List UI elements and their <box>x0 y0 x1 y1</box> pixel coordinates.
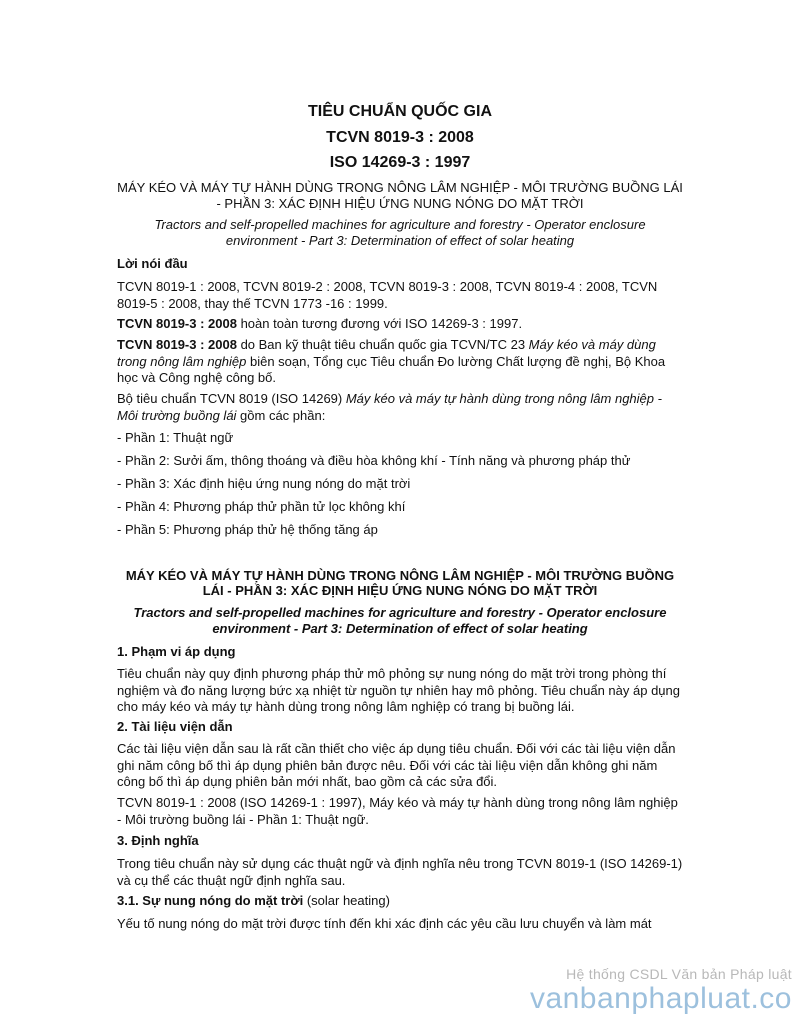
standard-code-inline: TCVN 8019-3 : 2008 <box>117 316 237 331</box>
body-en-title: Tractors and self-propelled machines for agriculture and forestry - Operator enclosure environment - Part 3: Determination of effect of solar heating <box>133 605 667 636</box>
committee-name: Máy kéo và máy dùng trong nông lâm nghiệp <box>117 337 656 369</box>
foreword-paragraph-3 <box>117 337 683 387</box>
foreword-paragraph-1: TCVN 8019-1 : 2008, TCVN 8019-2 : 2008, TCVN 8019-3 : 2008, TCVN 8019-4 : 2008, TCVN 8019-5 : 2008, thay thế TCVN 1773 -16 : 1999. <box>117 279 658 311</box>
iso-code: ISO 14269-3 : 1997 <box>329 154 471 171</box>
section-3-1-heading <box>117 893 683 910</box>
body-vn-title: MÁY KÉO VÀ MÁY TỰ HÀNH DÙNG TRONG NÔNG LÂM NGHIỆP - MÔI TRƯỜNG BUỒNG LÁI - PHẦN 3: XÁC ĐỊNH HIỆU ỨNG NUNG NÓNG DO MẶT TRỜI <box>125 568 675 598</box>
section-2-heading: 2. Tài liệu viện dẫn <box>117 719 233 734</box>
part-list-item: - Phần 5: Phương pháp thử hệ thống tăng áp <box>117 522 378 537</box>
term-english: (solar heating) <box>303 893 390 908</box>
standard-code: TCVN 8019-3 : 2008 <box>326 129 474 146</box>
document-type-heading: TIÊU CHUẨN QUỐC GIA <box>308 103 492 120</box>
vn-title: MÁY KÉO VÀ MÁY TỰ HÀNH DÙNG TRONG NÔNG LÂM NGHIỆP - MÔI TRƯỜNG BUỒNG LÁI - PHẦN 3: XÁC ĐỊNH HIỆU ỨNG NUNG NÓNG DO MẶT TRỜI <box>117 180 683 211</box>
watermark-caption: Hệ thống CSDL Văn bản Pháp luật <box>566 966 792 982</box>
paragraph-text: biên soạn, Tổng cục Tiêu chuẩn Đo lường Chất lượng đề nghị, Bộ Khoa học và Công nghệ công bố. <box>117 353 666 385</box>
section-1-text: Tiêu chuẩn này quy định phương pháp thử mô phỏng sự nung nóng do mặt trời trong phòng thí nghiệm và đo năng lượng bức xạ nhiệt từ nguồn tự nhiên hay mô phỏng. Tiêu chuẩn này áp dụng cho máy kéo và máy tự hành dùng trong nông lâm nghiệp có trang bị buồng lái. <box>117 666 680 714</box>
section-2-reference: TCVN 8019-1 : 2008 (ISO 14269-1 : 1997), Máy kéo và máy tự hành dùng trong nông lâm nghiệp - Môi trường buồng lái - Phần 1: Thuật ngữ. <box>117 795 678 827</box>
paragraph-text: do Ban kỹ thuật tiêu chuẩn quốc gia TCVN/TC 23 <box>236 337 529 352</box>
standard-code-inline: TCVN 8019-3 : 2008 <box>117 337 237 352</box>
paragraph-text: gồm các phần: <box>236 407 326 423</box>
section-3-1-text: Yếu tố nung nóng do mặt trời được tính đến khi xác định các yêu cầu lưu chuyển và làm mát <box>117 916 652 931</box>
paragraph-text: hoàn toàn tương đương với ISO 14269-3 : 1997. <box>236 316 523 331</box>
part-list-item: - Phần 4: Phương pháp thử phần tử lọc không khí <box>117 499 406 514</box>
paragraph-text: Bộ tiêu chuẩn TCVN 8019 (ISO 14269) <box>117 391 346 406</box>
term-heading: 3.1. Sự nung nóng do mặt trời <box>117 893 304 908</box>
section-3-heading: 3. Định nghĩa <box>117 833 199 848</box>
section-3-text: Trong tiêu chuẩn này sử dụng các thuật ngữ và định nghĩa nêu trong TCVN 8019-1 (ISO 14269-1) và cụ thể các thuật ngữ định nghĩa sau. <box>117 856 683 888</box>
section-1-heading: 1. Phạm vi áp dụng <box>117 644 236 659</box>
foreword-heading: Lời nói đầu <box>117 256 188 271</box>
section-2-text: Các tài liệu viện dẫn sau là rất cần thiết cho việc áp dụng tiêu chuẩn. Đối với các tài liệu viện dẫn ghi năm công bố thì áp dụng phiên bản được nêu. Đối với các tài liệu viện dẫn không ghi năm công bố thì áp dụng phiên bản mới nhất, bao gồm cả các sửa đổi. <box>117 741 676 789</box>
en-title: Tractors and self-propelled machines for agriculture and forestry - Operator enclosure environment - Part 3: Determination of effect of solar heating <box>154 217 646 248</box>
part-list-item: - Phần 1: Thuật ngữ <box>117 430 234 445</box>
foreword-paragraph-2 <box>117 316 683 333</box>
part-list-item: - Phần 3: Xác định hiệu ứng nung nóng do mặt trời <box>117 476 411 491</box>
series-title: Máy kéo và máy tự hành dùng trong nông lâm nghiệp - Môi trường buồng lái <box>117 391 662 423</box>
part-list-item: - Phần 2: Sưởi ấm, thông thoáng và điều hòa không khí - Tính năng và phương pháp thử <box>117 453 631 468</box>
foreword-paragraph-4 <box>117 391 683 424</box>
watermark-domain: vanbanphapluat.co <box>529 982 792 1015</box>
